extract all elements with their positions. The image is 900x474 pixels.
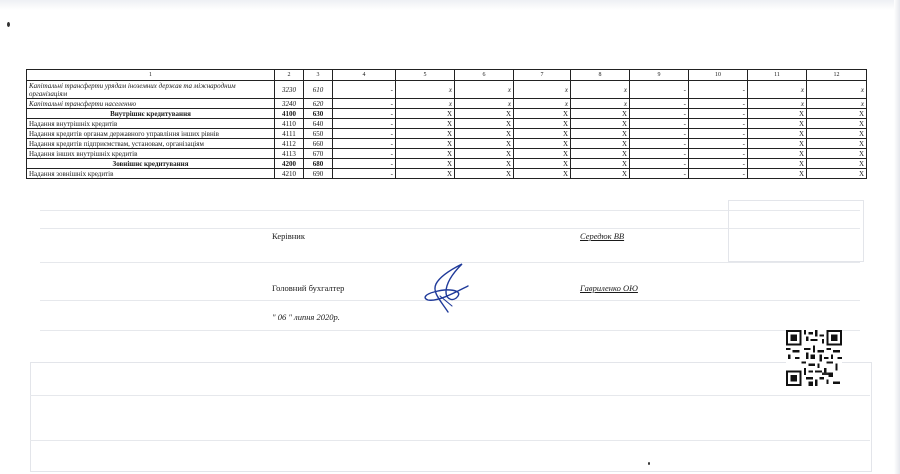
row-line-number: 680 [304,159,333,169]
column-number: 8 [571,70,630,81]
row-value: x [514,99,571,109]
row-value: X [748,169,807,179]
row-value: X [455,129,514,139]
row-value: - [333,149,396,159]
row-value: X [455,109,514,119]
row-value: - [333,109,396,119]
row-value: X [455,139,514,149]
table-row [27,169,867,179]
row-value: X [748,109,807,119]
row-value: - [630,129,689,139]
row-value: x [455,81,514,99]
row-value: - [689,81,748,99]
row-label: Капітальні трансферти населенню [27,99,275,109]
row-value: x [807,99,867,109]
row-value: - [630,169,689,179]
row-value: X [748,119,807,129]
table-row [27,139,867,149]
row-value: X [807,149,867,159]
row-line-number: 660 [304,139,333,149]
row-value: x [807,81,867,99]
column-number: 5 [396,70,455,81]
row-value: X [396,159,455,169]
row-value: - [333,169,396,179]
qr-code [786,330,842,386]
row-value: x [571,81,630,99]
row-value: X [396,129,455,139]
row-code: 4111 [275,129,304,139]
row-value: X [571,169,630,179]
row-value: - [689,139,748,149]
row-value: X [514,169,571,179]
row-value: X [748,159,807,169]
row-label: Капітальні трансферти урядам іноземних держав та міжнародним організаціям [27,81,275,99]
row-code: 4210 [275,169,304,179]
row-value: - [689,119,748,129]
row-value: X [514,119,571,129]
row-value: - [689,149,748,159]
row-line-number: 670 [304,149,333,159]
table-row [27,81,867,99]
row-label: Внутрішнє кредитування [27,109,275,119]
column-number: 6 [455,70,514,81]
table-row [27,99,867,109]
head-name: Середюк ВВ [580,231,625,241]
bleed-line [40,330,860,331]
row-line-number: 650 [304,129,333,139]
row-value: - [333,119,396,129]
row-value: - [689,99,748,109]
row-value: X [455,169,514,179]
row-code: 4110 [275,119,304,129]
row-value: - [689,169,748,179]
row-value: x [396,99,455,109]
column-number: 7 [514,70,571,81]
row-value: - [630,109,689,119]
row-line-number: 630 [304,109,333,119]
report-date: " 06 " липня 2020р. [272,312,340,322]
row-line-number: 640 [304,119,333,129]
page-edge-right [894,0,900,474]
row-label: Надання внутрішніх кредитів [27,119,275,129]
row-value: X [571,139,630,149]
row-value: X [514,149,571,159]
row-line-number: 690 [304,169,333,179]
row-value: X [807,169,867,179]
column-number: 10 [689,70,748,81]
column-number: 3 [304,70,333,81]
row-value: X [571,159,630,169]
row-value: X [807,139,867,149]
row-value: - [333,139,396,149]
row-value: X [748,139,807,149]
chief-accountant-name: Гавриленко ОЮ [580,283,638,293]
table-row [27,149,867,159]
row-value: X [571,109,630,119]
row-value: X [396,139,455,149]
row-value: X [807,109,867,119]
chief-accountant-label: Головний бухгалтер [272,283,345,293]
row-value: X [396,149,455,159]
row-value: X [514,129,571,139]
signature-mark [418,262,472,314]
scan-speck [7,22,10,27]
row-value: - [333,159,396,169]
row-line-number: 620 [304,99,333,109]
row-value: - [333,129,396,139]
row-code: 4200 [275,159,304,169]
row-label: Надання зовнішніх кредитів [27,169,275,179]
row-value: x [748,99,807,109]
column-number-row [27,70,867,81]
column-number: 2 [275,70,304,81]
row-value: X [571,129,630,139]
row-value: - [689,129,748,139]
table-row [27,119,867,129]
row-value: X [514,159,571,169]
head-label: Керівник [272,231,305,241]
row-value: X [807,119,867,129]
row-value: X [396,109,455,119]
page-edge-top [0,0,900,10]
bleed-box [728,200,864,262]
row-value: X [748,149,807,159]
row-code: 4112 [275,139,304,149]
row-code: 4113 [275,149,304,159]
row-value: - [630,99,689,109]
bleed-table [30,362,872,472]
row-value: X [807,159,867,169]
bleed-line [30,395,870,396]
row-value: X [514,139,571,149]
credit-report-table [26,69,867,179]
row-value: - [630,81,689,99]
table-row [27,109,867,119]
row-value: X [514,109,571,119]
column-number: 12 [807,70,867,81]
scan-speck [648,462,650,465]
column-number: 4 [333,70,396,81]
column-number: 11 [748,70,807,81]
row-value: x [396,81,455,99]
row-value: - [689,159,748,169]
row-label: Зовнішнє кредитування [27,159,275,169]
row-label: Надання кредитів органам державного управління інших рівнів [27,129,275,139]
row-code: 3230 [275,81,304,99]
row-value: - [630,149,689,159]
row-value: x [748,81,807,99]
row-label: Надання кредитів підприємствам, установам, організаціям [27,139,275,149]
row-value: X [571,119,630,129]
row-value: - [333,99,396,109]
row-value: X [455,119,514,129]
bleed-line [30,440,870,441]
row-label: Надання інших внутрішніх кредитів [27,149,275,159]
row-value: X [396,119,455,129]
column-number: 9 [630,70,689,81]
row-value: x [514,81,571,99]
row-value: X [807,129,867,139]
row-value: - [630,139,689,149]
table-row [27,159,867,169]
table-row [27,129,867,139]
row-value: X [396,169,455,179]
row-value: X [571,149,630,159]
row-value: X [455,159,514,169]
row-value: x [571,99,630,109]
row-line-number: 610 [304,81,333,99]
row-value: - [333,81,396,99]
row-value: X [748,129,807,139]
row-value: - [630,159,689,169]
column-number: 1 [27,70,275,81]
row-value: x [455,99,514,109]
row-code: 3240 [275,99,304,109]
row-code: 4100 [275,109,304,119]
row-value: X [455,149,514,159]
row-value: - [630,119,689,129]
row-value: - [689,109,748,119]
